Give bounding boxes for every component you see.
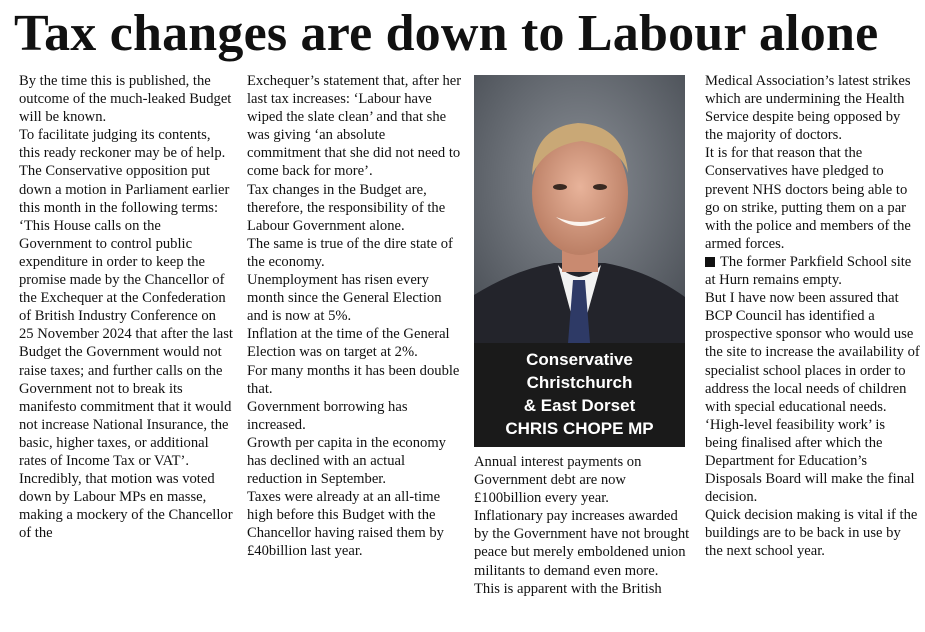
paragraph: But I have now been assured that BCP Council has identified a prospective sponsor who would use the site to increase the availability of specialist school places in order to address the local needs of children with special educational needs. ‘High-level feasibility work’ is being finalised after which the Department for Education’s Disposals Board will make the final decision. [705,290,920,506]
byline-constituency: Christchurch [526,373,633,392]
paragraph: Tax changes in the Budget are, therefore, the responsibility of the Labour Government alone. [247,181,446,234]
author-portrait [474,75,685,343]
article-column-3 [474,453,694,598]
paragraph: Exchequer’s statement that, after her last tax increases: ‘Labour have wiped the slate clean’ and that she was giving ‘an absolute commitment that she did not need to come back for more’. [247,73,462,180]
paragraph: To facilitate judging its contents, this ready reckoner may be of help. [19,127,226,162]
paragraph: Growth per capita in the economy has declined with an actual reduction in September. [247,434,446,488]
byline-party: Conservative [526,350,633,369]
paragraph: By the time this is published, the outcome of the much-leaked Budget will be known. [19,73,232,126]
paragraph: Medical Association’s latest strikes which are undermining the Health Service despite being opposed by the majority of doctors. [705,73,911,144]
byline-constituency-2: & East Dorset [523,396,636,415]
headline: Tax changes are down to Labour alone [14,5,879,62]
author-photo-box [474,75,685,447]
paragraph: Annual interest payments on Government debt are now £100billion every year. [474,454,642,507]
square-bullet-icon [705,257,715,267]
paragraph: The Conservative opposition put down a motion in Parliament earlier this month in the following terms: ‘This House calls on the Government to control public expenditure in order to keep the promise made by the Chancellor of the Exchequer at the Confederation of British Industry Conference on 25 November 2024 that after the last Budget the Government would not raise taxes; and further calls on the Government not to break its manifesto commitment that it would not increase National Insurance, the basic, higher taxes, or additional rates of Income Tax or VAT’. [19,163,233,469]
paragraph: Incredibly, that motion was voted down by Labour MPs en masse, making a mockery of the Chancellor of the [19,471,233,542]
paragraph: Inflationary pay increases awarded by the Government have not brought peace but merely emboldened union militants to demand even more. [474,508,690,579]
paragraph: Government borrowing has increased. [247,398,408,433]
article-column-2 [247,72,462,561]
paragraph: For many months it has been double that. [247,362,460,397]
byline-author-name: CHRIS CHOPE MP [505,419,654,438]
article-column-1 [19,72,234,542]
paragraph-text: The former Parkfield School site at Hurn remains empty. [705,253,912,289]
article-column-4 [705,72,920,561]
paragraph: Unemployment has risen every month since the General Election and is now at 5%. [247,272,442,325]
byline-caption [474,345,685,447]
paragraph: Inflation at the time of the General Election was on target at 2%. [247,326,450,361]
paragraph: The same is true of the dire state of the economy. [247,235,453,270]
paragraph: Quick decision making is vital if the buildings are to be back in use by the next school year. [705,507,918,560]
paragraph: It is for that reason that the Conservatives have pledged to prevent NHS doctors being able to go on strike, putting them on a par with the police and members of the armed forces. [705,145,911,252]
paragraph: Taxes were already at an all-time high before this Budget with the Chancellor having raised them by £40billion last year. [247,489,444,560]
paragraph: This is apparent with the British [474,580,662,597]
paragraph [705,253,920,289]
